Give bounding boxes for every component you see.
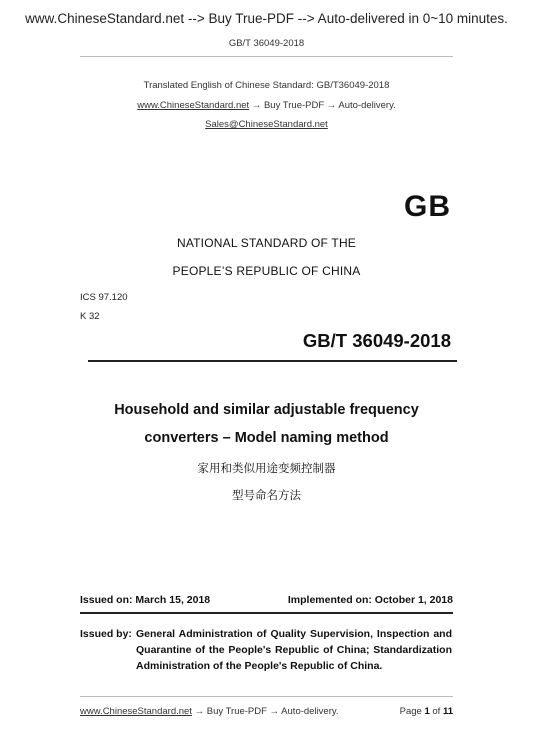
footer bbox=[80, 706, 453, 717]
title-divider bbox=[88, 360, 457, 362]
translation-site-line bbox=[0, 100, 533, 111]
footer-site-line bbox=[80, 706, 339, 717]
issued-date: Issued on: March 15, 2018 bbox=[80, 594, 211, 606]
site-link[interactable]: www.ChineseStandard.net bbox=[137, 100, 250, 111]
dates-row bbox=[80, 594, 453, 606]
standard-number: GB/T 36049-2018 bbox=[302, 330, 451, 351]
footer-divider bbox=[80, 696, 453, 697]
page-label: Page bbox=[399, 706, 422, 717]
email-line bbox=[0, 119, 533, 130]
issued-by-text: General Administration of Quality Supervision, Inspection and Quarantine of the People's Republic of China; Standardization Administration of the People's Republic of China. bbox=[136, 628, 452, 672]
implemented-date: Implemented on: October 1, 2018 bbox=[287, 594, 453, 606]
dates-divider bbox=[80, 612, 453, 614]
header-standard-code: GB/T 36049-2018 bbox=[228, 38, 305, 49]
translation-notice: Translated English of Chinese Standard: GB/T36049-2018 bbox=[143, 80, 390, 91]
page-current: 1 bbox=[424, 706, 430, 717]
gb-mark: GB bbox=[404, 190, 451, 223]
page-indicator bbox=[400, 706, 453, 717]
issued-by-block bbox=[80, 626, 453, 674]
issued-by-label: Issued by: bbox=[80, 628, 132, 640]
footer-site-link[interactable]: www.ChineseStandard.net bbox=[80, 706, 192, 717]
title-en-line1: Household and similar adjustable frequency bbox=[114, 402, 419, 418]
site-suffix: → Buy True-PDF → Auto-delivery. bbox=[249, 100, 396, 111]
page-of: of bbox=[432, 706, 441, 717]
category-code: K 32 bbox=[80, 311, 100, 322]
title-zh-line1: 家用和类似用途变频控制器 bbox=[197, 463, 336, 475]
email-link[interactable]: Sales@ChineseStandard.net bbox=[205, 119, 328, 130]
page-total: 11 bbox=[442, 706, 453, 717]
footer-site-suffix: → Buy True-PDF → Auto-delivery. bbox=[191, 706, 339, 717]
title-zh-line2: 型号命名方法 bbox=[232, 490, 301, 502]
top-banner: www.ChineseStandard.net --> Buy True-PDF --> Auto-delivered in 0~10 minutes. bbox=[25, 11, 508, 26]
ics-code: ICS 97.120 bbox=[80, 292, 128, 303]
header-divider bbox=[80, 56, 453, 57]
title-en-line2: converters – Model naming method bbox=[144, 430, 389, 446]
national-standard-line2: PEOPLE’S REPUBLIC OF CHINA bbox=[172, 264, 361, 278]
national-standard-line1: NATIONAL STANDARD OF THE bbox=[176, 236, 357, 250]
